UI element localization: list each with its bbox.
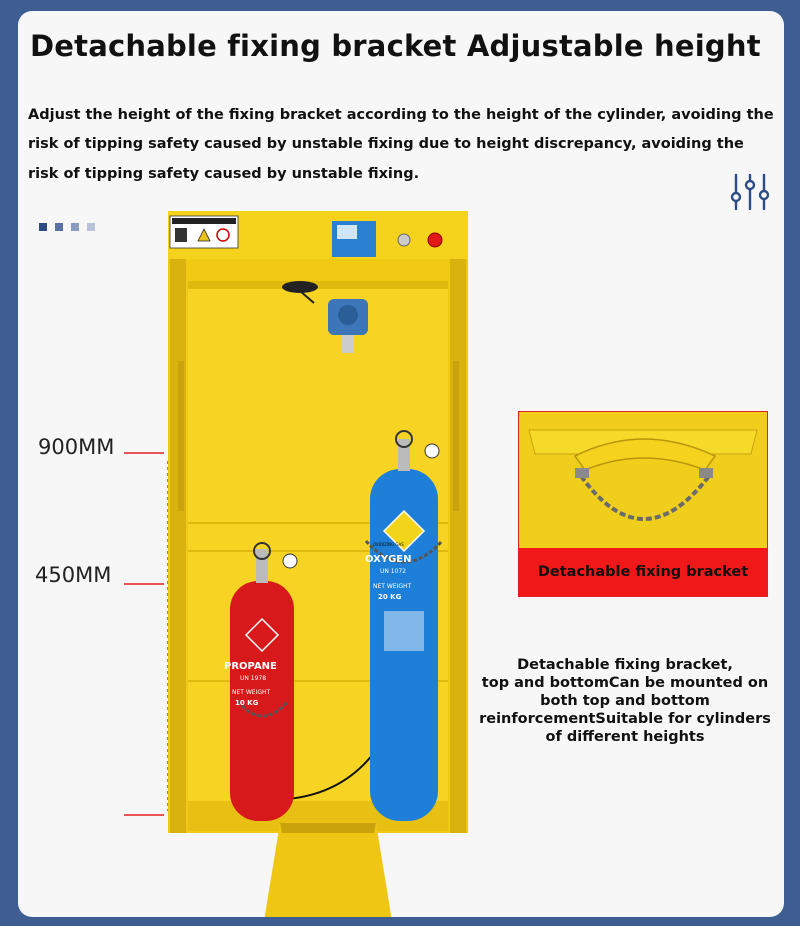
bracket-detail-caption: Detachable fixing bracket <box>519 548 767 596</box>
bracket-detail-image <box>518 411 768 597</box>
bracket-description-line: Detachable fixing bracket, <box>517 657 733 673</box>
description-line-1: Adjust the height of the fixing bracket according to the height of the cylinder, avoiding the <box>28 107 774 123</box>
propane-weight-caption: NET WEIGHT <box>232 689 271 696</box>
sliders-icon <box>730 173 770 211</box>
propane-name-label: PROPANE <box>224 661 277 672</box>
description-line-3: risk of tipping safety caused by unstable fixing. <box>28 166 420 182</box>
oxygen-hazard-label: OXIDIZING GAS <box>373 542 404 547</box>
bracket-illustration <box>519 412 767 548</box>
page-title: Detachable fixing bracket Adjustable height <box>30 29 761 63</box>
bracket-description-line: reinforcementSuitable for cylinders <box>479 711 771 727</box>
oxygen-name-label: OXYGEN <box>365 554 412 565</box>
dimension-900-label: 900MM <box>38 435 115 459</box>
content-card <box>18 11 784 917</box>
page-indicator <box>39 223 95 231</box>
dimension-450-label: 450MM <box>35 563 112 587</box>
oxygen-weight-caption: NET WEIGHT <box>373 583 412 590</box>
bracket-description <box>470 656 780 746</box>
propane-un-label: UN 1978 <box>240 675 267 682</box>
bracket-description-line: both top and bottom <box>540 693 710 709</box>
bracket-description-line: top and bottomCan be mounted on <box>481 675 769 691</box>
description-line-2: risk of tipping safety caused by unstable fixing due to height discrepancy, avoiding the <box>28 136 744 152</box>
bracket-description-line: of different heights <box>545 729 705 745</box>
oxygen-un-label: UN 1072 <box>380 568 407 575</box>
propane-weight-value: 10 KG <box>235 699 259 707</box>
oxygen-weight-value: 20 KG <box>378 593 402 601</box>
gas-cylinder-cabinet <box>148 211 488 917</box>
